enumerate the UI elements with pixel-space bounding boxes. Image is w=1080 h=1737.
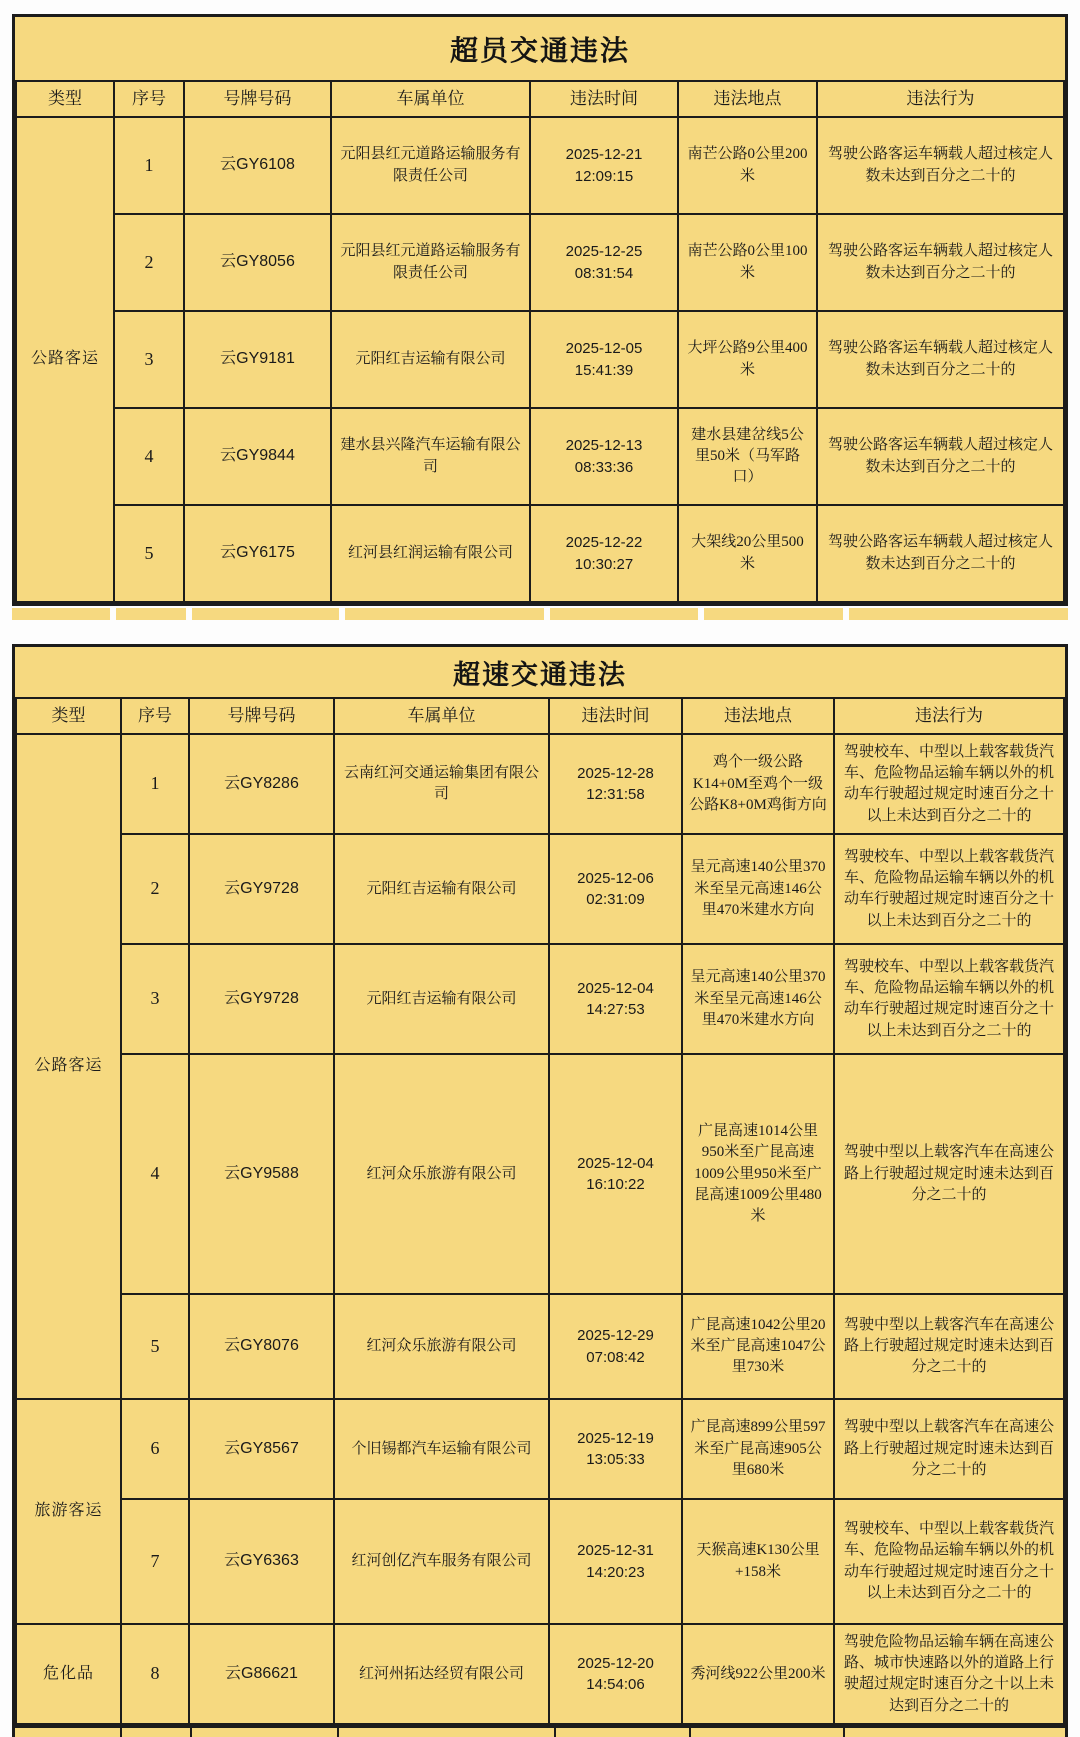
company-cell: 云南红河交通运输集团有限公司 — [334, 734, 549, 834]
header-row — [16, 698, 1064, 734]
behavior-cell: 驾驶公路客运车辆载人超过核定人数未达到百分之二十的 — [817, 505, 1064, 602]
time-cell: 2025-12-04 16:10:22 — [549, 1054, 682, 1294]
seq-cell: 1 — [114, 117, 184, 214]
col-header-company: 车属单位 — [334, 698, 549, 734]
plate-cell: 云GY6108 — [184, 117, 331, 214]
col-header-plate: 号牌号码 — [184, 81, 331, 117]
company-cell: 元阳红吉运输有限公司 — [334, 944, 549, 1054]
table-row — [16, 944, 1064, 1054]
plate-cell: 云GY9844 — [184, 408, 331, 505]
location-cell: 呈元高速140公里370米至呈元高速146公里470米建水方向 — [682, 944, 834, 1054]
col-header-location: 违法地点 — [682, 698, 834, 734]
behavior-cell: 驾驶校车、中型以上载客载货汽车、危险物品运输车辆以外的机动车行驶超过规定时速百分之十以上未达到百分之二十的 — [834, 734, 1064, 834]
col-header-plate: 号牌号码 — [189, 698, 334, 734]
type-cell: 危化品 — [16, 1624, 121, 1724]
col-header-time: 违法时间 — [549, 698, 682, 734]
behavior-cell: 驾驶中型以上载客汽车在高速公路上行驶超过规定时速未达到百分之二十的 — [834, 1294, 1064, 1399]
overload-violations-table — [12, 14, 1068, 606]
behavior-cell: 驾驶中型以上载客汽车在高速公路上行驶超过规定时速未达到百分之二十的 — [834, 1399, 1064, 1499]
cutoff-row-strip — [12, 608, 1068, 620]
company-cell: 红河创亿汽车服务有限公司 — [334, 1499, 549, 1624]
behavior-cell: 驾驶公路客运车辆载人超过核定人数未达到百分之二十的 — [817, 311, 1064, 408]
behavior-cell: 驾驶校车、中型以上载客载货汽车、危险物品运输车辆以外的机动车行驶超过规定时速百分之十以上未达到百分之二十的 — [834, 1499, 1064, 1624]
time-cell: 2025-12-28 12:31:58 — [549, 734, 682, 834]
company-cell: 红河众乐旅游有限公司 — [334, 1294, 549, 1399]
table-row — [16, 1499, 1064, 1624]
location-cell: 南芒公路0公里100米 — [678, 214, 817, 311]
location-cell: 南芒公路0公里200米 — [678, 117, 817, 214]
location-cell: 广昆高速1042公里20米至广昆高速1047公里730米 — [682, 1294, 834, 1399]
table-gap — [12, 620, 1068, 644]
type-cell: 旅游客运 — [16, 1399, 121, 1624]
plate-cell: 云GY9728 — [189, 834, 334, 944]
time-cell: 2025-12-31 14:20:23 — [549, 1499, 682, 1624]
table-row — [16, 1399, 1064, 1499]
location-cell: 大架线20公里500米 — [678, 505, 817, 602]
col-header-type: 类型 — [16, 81, 114, 117]
seq-cell: 1 — [121, 734, 189, 834]
seq-cell: 2 — [121, 834, 189, 944]
company-cell: 红河众乐旅游有限公司 — [334, 1054, 549, 1294]
seq-cell: 3 — [114, 311, 184, 408]
table-row — [16, 1294, 1064, 1399]
behavior-cell: 驾驶公路客运车辆载人超过核定人数未达到百分之二十的 — [817, 214, 1064, 311]
behavior-cell: 驾驶校车、中型以上载客载货汽车、危险物品运输车辆以外的机动车行驶超过规定时速百分之十以上未达到百分之二十的 — [834, 834, 1064, 944]
seq-cell: 7 — [121, 1499, 189, 1624]
company-cell: 元阳县红元道路运输服务有限责任公司 — [331, 117, 530, 214]
company-cell: 个旧锡都汽车运输有限公司 — [334, 1399, 549, 1499]
behavior-cell: 驾驶公路客运车辆载人超过核定人数未达到百分之二十的 — [817, 117, 1064, 214]
table-row — [16, 1624, 1064, 1724]
location-cell: 鸡个一级公路K14+0M至鸡个一级公路K8+0M鸡街方向 — [682, 734, 834, 834]
location-cell: 秀河线922公里200米 — [682, 1624, 834, 1724]
time-cell: 2025-12-29 07:08:42 — [549, 1294, 682, 1399]
location-cell: 广昆高速899公里597米至广昆高速905公里680米 — [682, 1399, 834, 1499]
seq-cell: 4 — [121, 1054, 189, 1294]
company-cell: 建水县兴隆汽车运输有限公司 — [331, 408, 530, 505]
table-row — [16, 734, 1064, 834]
time-cell: 2025-12-13 08:33:36 — [530, 408, 678, 505]
col-header-type: 类型 — [16, 698, 121, 734]
col-header-seq: 序号 — [121, 698, 189, 734]
cutoff-row-strip — [12, 1728, 1068, 1737]
type-cell: 公路客运 — [16, 117, 114, 602]
table-row — [16, 1054, 1064, 1294]
table-title: 超员交通违法 — [449, 36, 630, 67]
time-cell: 2025-12-19 13:05:33 — [549, 1399, 682, 1499]
time-cell: 2025-12-06 02:31:09 — [549, 834, 682, 944]
table-row — [16, 408, 1064, 505]
behavior-cell: 驾驶危险物品运输车辆在高速公路、城市快速路以外的道路上行驶超过规定时速百分之十以上未达到百分之二十的 — [834, 1624, 1064, 1724]
seq-cell: 6 — [121, 1399, 189, 1499]
overload-table-grid — [15, 80, 1065, 603]
location-cell: 呈元高速140公里370米至呈元高速146公里470米建水方向 — [682, 834, 834, 944]
speeding-violations-table — [12, 644, 1068, 1728]
location-cell: 广昆高速1014公里950米至广昆高速1009公里950米至广昆高速1009公里480米 — [682, 1054, 834, 1294]
col-header-location: 违法地点 — [678, 81, 817, 117]
table-row — [16, 214, 1064, 311]
time-cell: 2025-12-04 14:27:53 — [549, 944, 682, 1054]
table-title: 超速交通违法 — [453, 660, 627, 691]
seq-cell: 2 — [114, 214, 184, 311]
plate-cell: 云GY8286 — [189, 734, 334, 834]
company-cell: 元阳红吉运输有限公司 — [334, 834, 549, 944]
header-row — [16, 81, 1064, 117]
plate-cell: 云GY8076 — [189, 1294, 334, 1399]
col-header-behavior: 违法行为 — [817, 81, 1064, 117]
seq-cell: 8 — [121, 1624, 189, 1724]
speeding-table-grid — [15, 697, 1065, 1725]
table-row — [16, 834, 1064, 944]
behavior-cell: 驾驶公路客运车辆载人超过核定人数未达到百分之二十的 — [817, 408, 1064, 505]
plate-cell: 云GY6363 — [189, 1499, 334, 1624]
plate-cell: 云GY6175 — [184, 505, 331, 602]
behavior-cell: 驾驶校车、中型以上载客载货汽车、危险物品运输车辆以外的机动车行驶超过规定时速百分之十以上未达到百分之二十的 — [834, 944, 1064, 1054]
plate-cell: 云G86621 — [189, 1624, 334, 1724]
seq-cell: 5 — [114, 505, 184, 602]
table-row — [16, 311, 1064, 408]
plate-cell: 云GY9728 — [189, 944, 334, 1054]
behavior-cell: 驾驶中型以上载客汽车在高速公路上行驶超过规定时速未达到百分之二十的 — [834, 1054, 1064, 1294]
col-header-behavior: 违法行为 — [834, 698, 1064, 734]
seq-cell: 5 — [121, 1294, 189, 1399]
col-header-seq: 序号 — [114, 81, 184, 117]
location-cell: 大坪公路9公里400米 — [678, 311, 817, 408]
company-cell: 元阳红吉运输有限公司 — [331, 311, 530, 408]
time-cell: 2025-12-25 08:31:54 — [530, 214, 678, 311]
time-cell: 2025-12-05 15:41:39 — [530, 311, 678, 408]
location-cell: 天猴高速K130公里+158米 — [682, 1499, 834, 1624]
company-cell: 元阳县红元道路运输服务有限责任公司 — [331, 214, 530, 311]
plate-cell: 云GY8056 — [184, 214, 331, 311]
type-cell: 公路客运 — [16, 734, 121, 1399]
plate-cell: 云GY8567 — [189, 1399, 334, 1499]
company-cell: 红河州拓达经贸有限公司 — [334, 1624, 549, 1724]
table-row — [16, 117, 1064, 214]
plate-cell: 云GY9181 — [184, 311, 331, 408]
time-cell: 2025-12-22 10:30:27 — [530, 505, 678, 602]
company-cell: 红河县红润运输有限公司 — [331, 505, 530, 602]
col-header-company: 车属单位 — [331, 81, 530, 117]
table-row — [16, 505, 1064, 602]
time-cell: 2025-12-21 12:09:15 — [530, 117, 678, 214]
seq-cell: 4 — [114, 408, 184, 505]
plate-cell: 云GY9588 — [189, 1054, 334, 1294]
seq-cell: 3 — [121, 944, 189, 1054]
location-cell: 建水县建岔线5公里50米（马军路口） — [678, 408, 817, 505]
col-header-time: 违法时间 — [530, 81, 678, 117]
time-cell: 2025-12-20 14:54:06 — [549, 1624, 682, 1724]
